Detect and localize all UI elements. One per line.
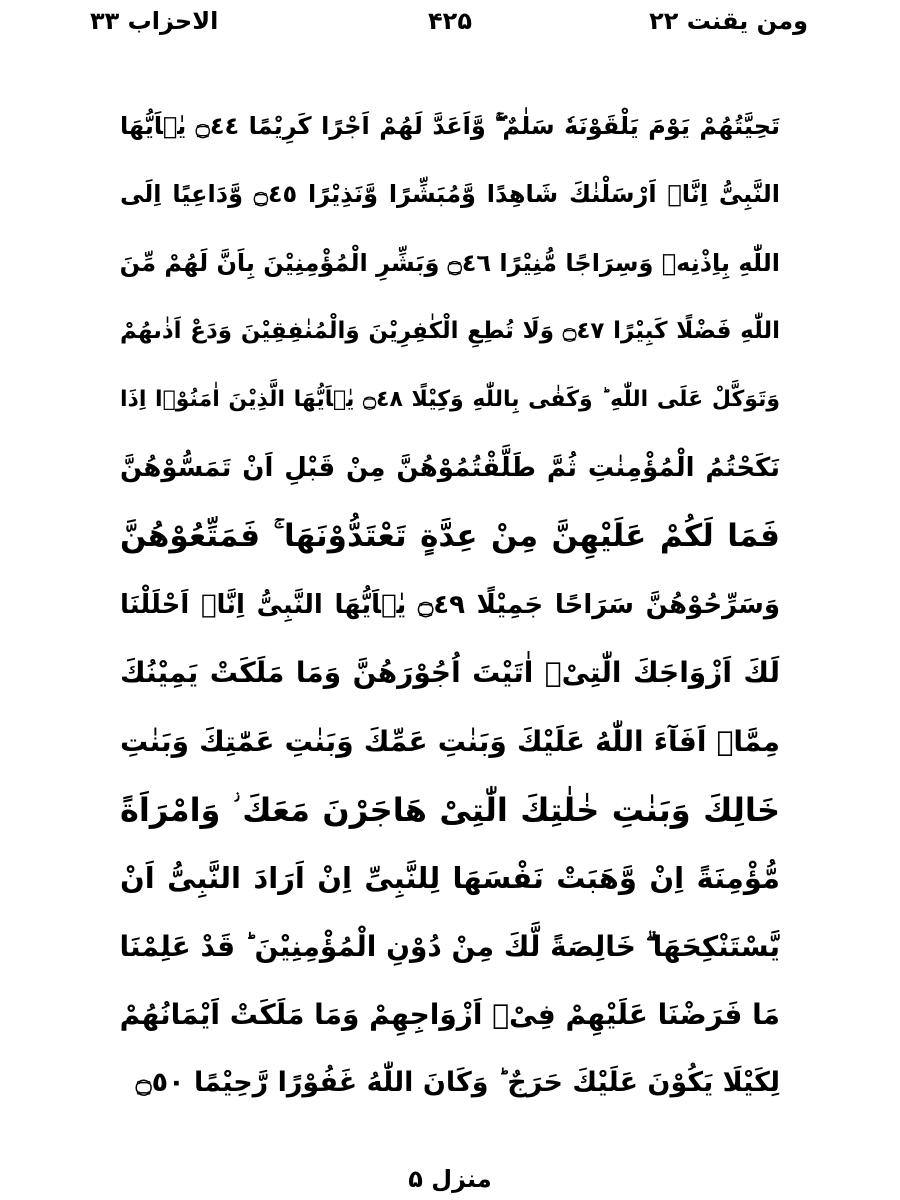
- quran-text-block: [120, 92, 780, 1118]
- page-number: ۴۲۵: [428, 7, 472, 35]
- text-line: النَّبِیُّ اِنَّاۤ اَرْسَلْنٰكَ شَاهِدًا وَّمُبَشِّرًا وَّنَذِیْرًا ۝٤٥ وَّدَاعِیًا اِلَى: [120, 180, 780, 209]
- surah-name-label: الاحزاب ۳۳: [90, 7, 219, 35]
- text-line: مِمَّاۤ اَفَآءَ اللّٰهُ عَلَیْكَ وَبَنٰتِ عَمِّكَ وَبَنٰتِ عَمّٰتِكَ وَبَنٰتِ: [120, 724, 780, 758]
- text-line: وَتَوَكَّلْ عَلَى اللّٰهِ ؕ وَكَفٰى بِاللّٰهِ وَكِیْلًا ۝٤٨ یٰۤاَیُّهَا الَّذِیْنَ اٰمَنُوْۤا اِذَا: [120, 386, 780, 412]
- text-line: مُّؤْمِنَةً اِنْ وَّهَبَتْ نَفْسَهَا لِلنَّبِیِّ اِنْ اَرَادَ النَّبِیُّ اَنْ: [120, 861, 780, 896]
- text-line: وَسَرِّحُوْهُنَّ سَرَاحًا جَمِیْلًا ۝٤٩ یٰۤاَیُّهَا النَّبِیُّ اِنَّاۤ اَحْلَلْنَا: [120, 589, 780, 620]
- text-line: لَكَ اَزْوَاجَكَ الّٰتِیْۤ اٰتَیْتَ اُجُوْرَهُنَّ وَمَا مَلَكَتْ یَمِیْنُكَ: [120, 656, 780, 690]
- text-line: نَكَحْتُمُ الْمُؤْمِنٰتِ ثُمَّ طَلَّقْتُمُوْهُنَّ مِنْ قَبْلِ اَنْ تَمَسُّوْهُنَّ: [120, 452, 780, 483]
- text-line: یَّسْتَنْكِحَهَا ۗ خَالِصَةً لَّكَ مِنْ دُوْنِ الْمُؤْمِنِیْنَ ؕ قَدْ عَلِمْنَا: [120, 929, 780, 963]
- page-header: [0, 4, 900, 44]
- text-line: مَا فَرَضْنَا عَلَیْهِمْ فِیْۤ اَزْوَاجِهِمْ وَمَا مَلَكَتْ اَیْمَانُهُمْ: [120, 998, 780, 1032]
- manzil-footer: منزل ۵: [408, 1165, 492, 1193]
- text-line: اللّٰهِ فَضْلًا كَبِیْرًا ۝٤٧ وَلَا تُطِعِ الْكٰفِرِیْنَ وَالْمُنٰفِقِیْنَ وَدَعْ اَذٰىهُمْ: [120, 318, 780, 345]
- text-line: خَالِكَ وَبَنٰتِ خٰلٰتِكَ الّٰتِیْ هَاجَرْنَ مَعَكَ ؗ وَامْرَاَةً: [120, 790, 780, 829]
- text-line: لِكَیْلَا یَكُوْنَ عَلَیْكَ حَرَجٌ ؕ وَكَانَ اللّٰهُ غَفُوْرًا رَّحِیْمًا ۝٥٠: [135, 1067, 780, 1099]
- text-line: فَمَا لَكُمْ عَلَیْهِنَّ مِنْ عِدَّةٍ تَعْتَدُّوْنَهَا ۚ فَمَتِّعُوْهُنَّ: [120, 518, 780, 555]
- text-line: اللّٰهِ بِاِذْنِهٖ وَسِرَاجًا مُّنِیْرًا ۝٤٦ وَبَشِّرِ الْمُؤْمِنِیْنَ بِاَنَّ لَهُمْ مِّنَ: [120, 248, 780, 277]
- text-line: تَحِیَّتُهُمْ یَوْمَ یَلْقَوْنَهٗ سَلٰمٌ ۚۖ وَّاَعَدَّ لَهُمْ اَجْرًا كَرِیْمًا ۝٤٤ یٰۤاَیُّهَا: [120, 112, 780, 140]
- juz-name-label: ومن یقنت ۲۲: [649, 7, 808, 35]
